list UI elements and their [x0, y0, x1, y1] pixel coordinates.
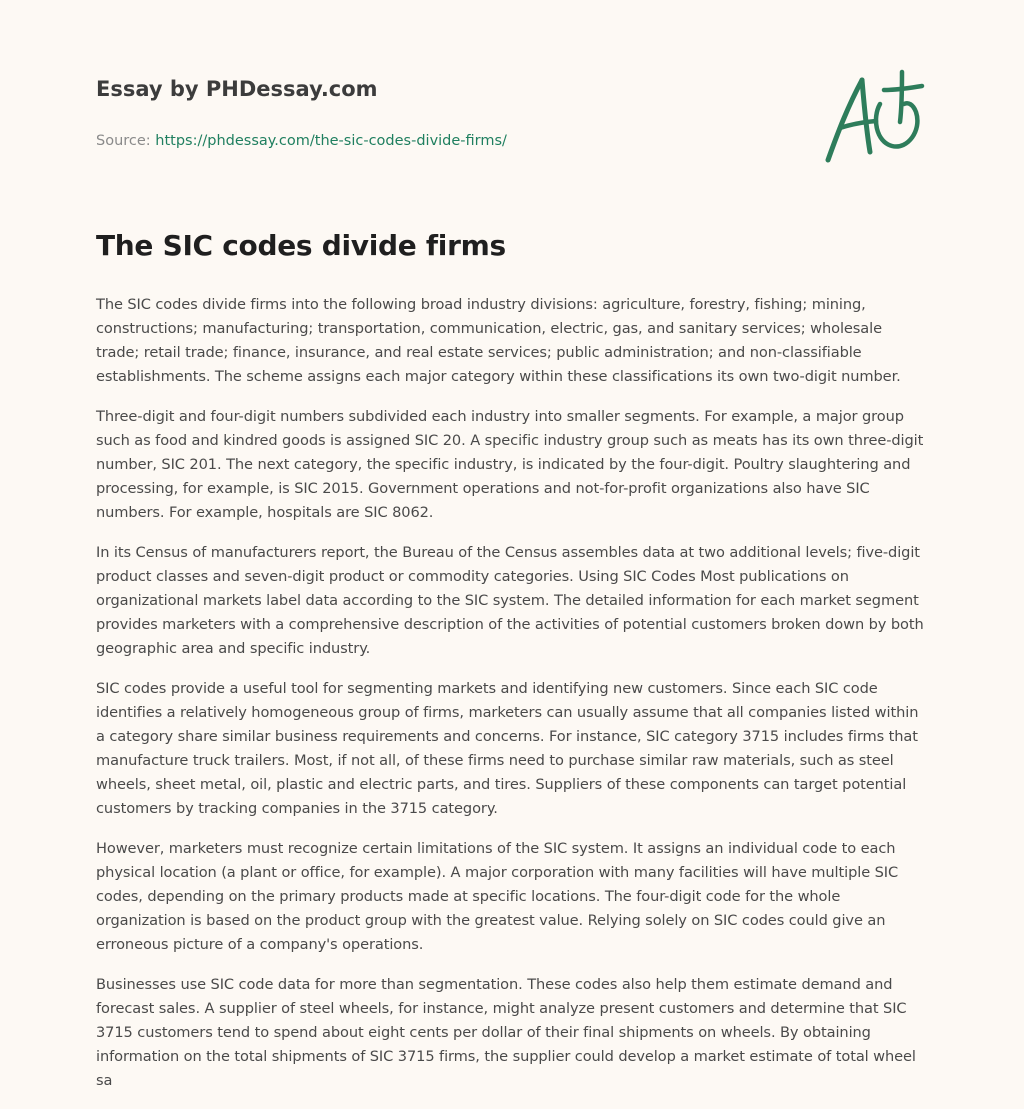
source-label: Source: [96, 133, 156, 149]
article [96, 226, 928, 1109]
source-link[interactable]: https://phdessay.com/the-sic-codes-divide-firms/ [155, 133, 507, 149]
article-paragraph: The SIC codes divide firms into the following broad industry divisions: agriculture, forestry, fishing; mining, constructions; manufacturing; transportation, communication, electric, gas, and sanitary services; wholesale trade; retail trade; finance, insurance, and real estate services; public administration; and non-classifiable establishments. The scheme assigns each major category within these classifications its own two-digit number. [96, 296, 901, 385]
article-paragraph: Businesses use SIC code data for more than segmentation. These codes also help them estimate demand and forecast sales. A supplier of steel wheels, for instance, might analyze present customers and determine that SIC 3715 customers tend to spend about eight cents per dollar of their final shipments on wheels. By obtaining information on the total shipments of SIC 3715 firms, the supplier could develop a market estimate of total wheel sa [96, 976, 916, 1089]
source-line [96, 131, 736, 151]
article-paragraph: In its Census of manufacturers report, the Bureau of the Census assembles data at two additional levels; five-digit product classes and seven-digit product or commodity categories. Using SIC Codes Most publications on organizational markets label data according to the SIC system. The detailed information for each market segment provides marketers with a comprehensive description of the activities of potential customers broken down by both geographic area and specific industry. [96, 544, 924, 657]
article-paragraph: However, marketers must recognize certain limitations of the SIC system. It assigns an individual code to each physical location (a plant or office, for example). A major corporation with many facilities will have multiple SIC codes, depending on the primary products made at specific locations. The four-digit code for the whole organization is based on the product group with the greatest value. Relying solely on SIC codes could give an erroneous picture of a company's operations. [96, 840, 899, 953]
site-brand: Essay by PHDessay.com [96, 77, 378, 101]
article-title: The SIC codes divide firms [96, 229, 506, 262]
page-header [96, 74, 736, 151]
article-paragraph: SIC codes provide a useful tool for segmenting markets and identifying new customers. Since each SIC code identifies a relatively homogeneous group of firms, marketers can usually assume that all companies listed within a category share similar business requirements and concerns. For instance, SIC category 3715 includes firms that manufacture truck trailers. Most, if not all, of these firms need to purchase similar raw materials, such as steel wheels, sheet metal, oil, plastic and electric parts, and tires. Suppliers of these components can target potential customers by tracking companies in the 3715 category. [96, 680, 919, 817]
article-paragraph: Three-digit and four-digit numbers subdivided each industry into smaller segments. For example, a major group such as food and kindred goods is assigned SIC 20. A specific industry group such as meats has its own three-digit number, SIC 201. The next category, the specific industry, is indicated by the four-digit. Poultry slaughtering and processing, for example, is SIC 2015. Government operations and not-for-profit organizations also have SIC numbers. For example, hospitals are SIC 8062. [96, 408, 924, 521]
a-plus-grade-icon [818, 66, 928, 166]
